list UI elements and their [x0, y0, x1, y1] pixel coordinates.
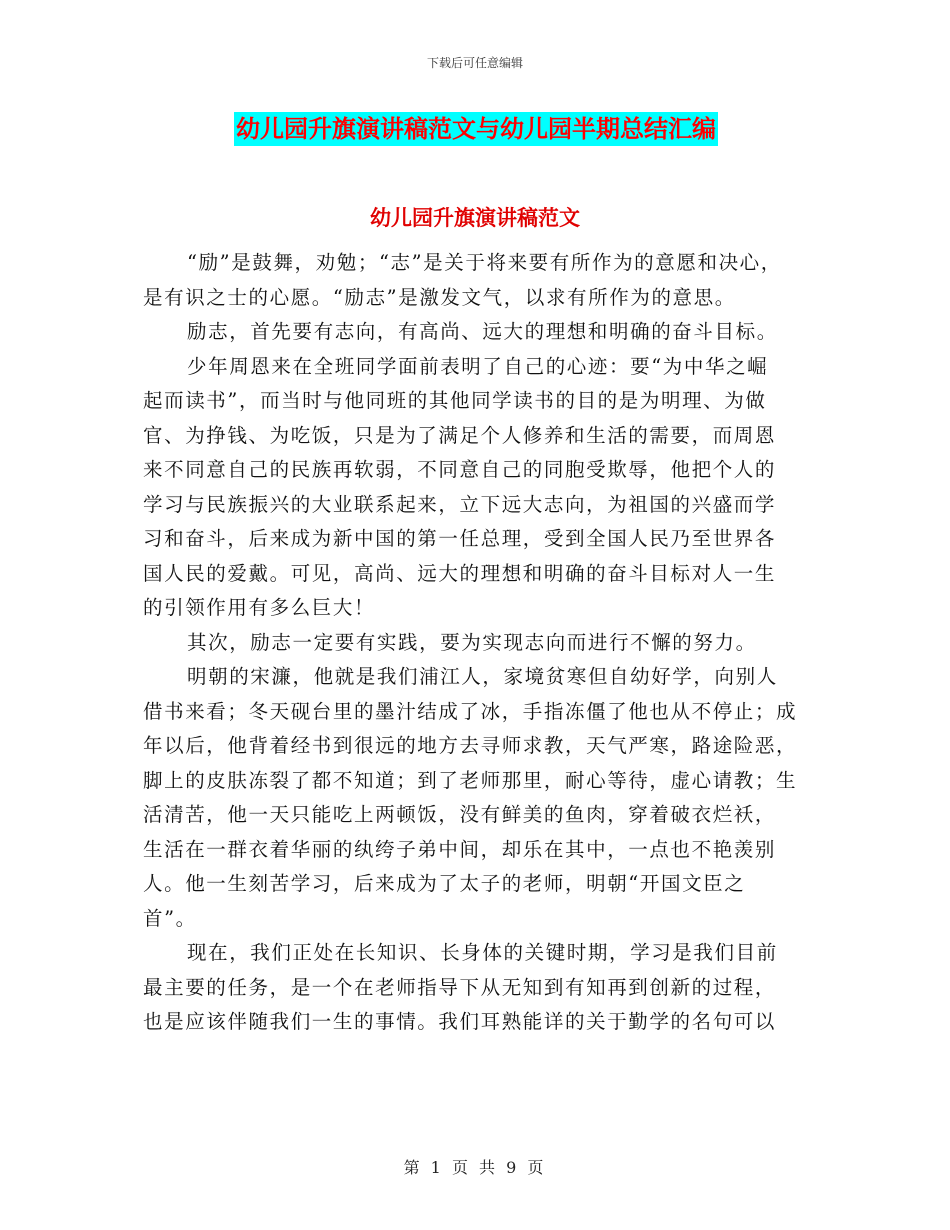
paragraph-line: 最主要的任务，是一个在老师指导下从无知到有知再到创新的过程， — [143, 975, 777, 999]
paragraph-line: 人。他一生刻苦学习，后来成为了太子的老师，明朝“开国文臣之 — [143, 872, 746, 895]
footer-of-label: 页 共 — [451, 1158, 499, 1177]
paragraph-line: 少年周恩来在全班同学面前表明了自己的心迹：要“为中华之崛 — [187, 354, 769, 378]
paragraph-line: 是有识之士的心愿。“励志”是激发文气，以求有所作为的意思。 — [143, 285, 736, 309]
total-pages: 9 — [506, 1158, 520, 1177]
footer-end-label: 页 — [527, 1158, 547, 1177]
paragraph-line: 其次，励志一定要有实践，要为实现志向而进行不懈的努力。 — [187, 630, 757, 654]
paragraph-line: 年以后，他背着经书到很远的地方去寻师求教，天气严寒，路途险恶， — [143, 734, 798, 757]
body-text — [143, 246, 803, 1040]
paragraph-line: 明朝的宋濂，他就是我们浦江人，家境贫寒但自幼好学，向别人 — [187, 665, 778, 688]
paragraph-line: 起而读书”，而当时与他同班的其他同学读书的目的是为明理、为做 — [143, 389, 767, 412]
page-number: 1 — [430, 1158, 444, 1177]
page-footer — [0, 1155, 950, 1178]
paragraph-line: 官、为挣钱、为吃饭，只是为了满足个人修养和生活的需要，而周恩 — [143, 423, 777, 447]
paragraph-line: 的引领作用有多么巨大！ — [143, 596, 376, 619]
paragraph-line: 来不同意自己的民族再软弱，不同意自己的同胞受欺辱，他把个人的 — [143, 458, 777, 481]
paragraph-line: 活清苦，他一天只能吃上两顿饭，没有鲜美的鱼肉，穿着破衣烂袄， — [143, 803, 777, 826]
paragraph-line: 现在，我们正处在长知识、长身体的关键时期，学习是我们目前 — [187, 941, 778, 964]
paragraph-line: 脚上的皮肤冻裂了都不知道；到了老师那里，耐心等待，虚心请教；生 — [143, 768, 798, 792]
section-title: 幼儿园升旗演讲稿范文 — [370, 206, 580, 230]
paragraph-line: 习和奋斗，后来成为新中国的第一任总理，受到全国人民乃至世界各 — [143, 527, 777, 550]
paragraph-line: 首”。 — [143, 906, 197, 930]
paragraph-line: “励”是鼓舞，劝勉；“志”是关于将来要有所作为的意愿和决心， — [187, 251, 782, 274]
paragraph-line: 国人民的爱戴。可见，高尚、远大的理想和明确的奋斗目标对人一生 — [143, 561, 777, 585]
paragraph-line: 也是应该伴随我们一生的事情。我们耳熟能详的关于勤学的名句可以 — [143, 1010, 777, 1033]
paragraph-line: 励志，首先要有志向，有高尚、远大的理想和明确的奋斗目标。 — [187, 320, 778, 343]
paragraph-line: 生活在一群衣着华丽的纨绔子弟中间，却乐在其中，一点也不艳羡别 — [143, 837, 777, 861]
header-note: 下载后可任意编辑 — [426, 56, 523, 70]
document-title: 幼儿园升旗演讲稿范文与幼儿园半期总结汇编 — [234, 112, 718, 146]
footer-page-label: 第 — [403, 1158, 423, 1177]
paragraph-line: 借书来看；冬天砚台里的墨汁结成了冰，手指冻僵了他也从不停止；成 — [143, 699, 798, 723]
paragraph-line: 学习与民族振兴的大业联系起来，立下远大志向，为祖国的兴盛而学 — [143, 492, 777, 516]
